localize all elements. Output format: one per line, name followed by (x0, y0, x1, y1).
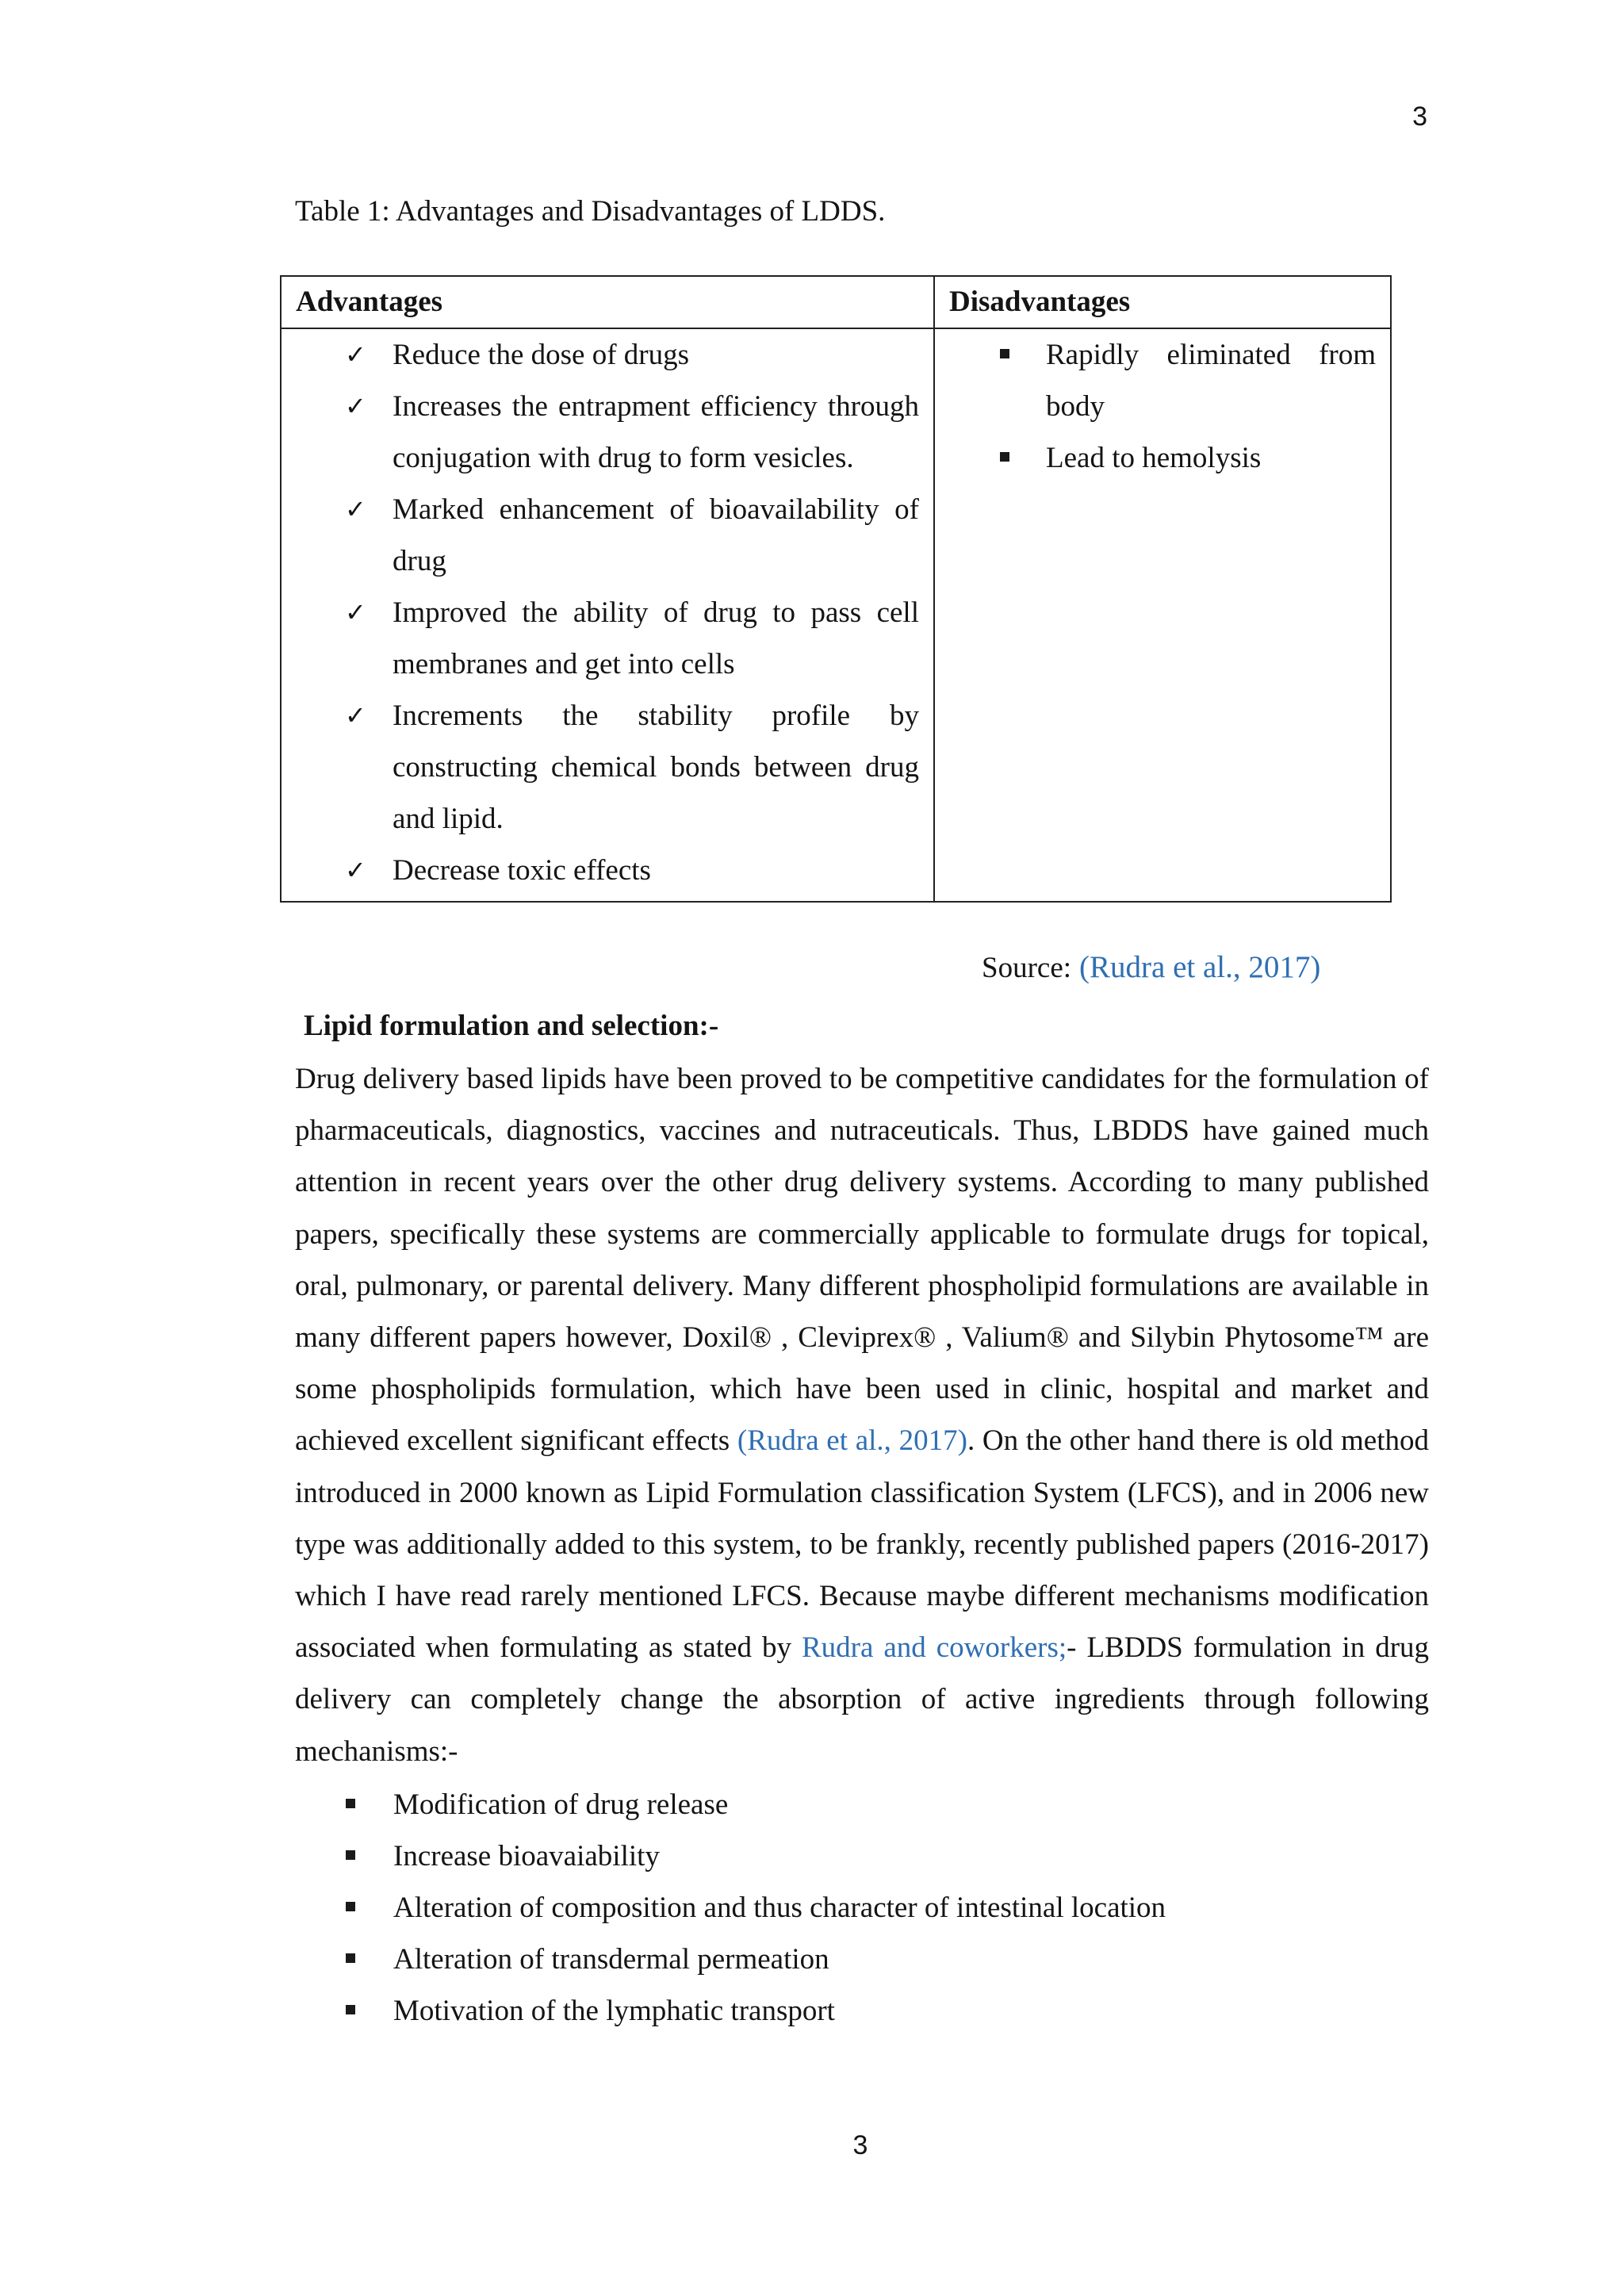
check-icon: ✓ (345, 339, 366, 370)
advantage-item: ✓ Decrease toxic effects (296, 845, 919, 896)
disadvantages-cell (934, 328, 1391, 902)
square-bullet-icon (346, 1850, 355, 1860)
square-bullet-icon (346, 1799, 355, 1808)
advantages-cell (281, 328, 934, 902)
square-bullet-icon (346, 2005, 355, 2014)
list-item: Motivation of the lymphatic transport (295, 1985, 1429, 2037)
table-source (982, 949, 1320, 985)
page-number-top: 3 (1412, 102, 1427, 132)
square-bullet-icon (1000, 349, 1009, 358)
advantages-list (296, 329, 919, 896)
table-caption: Table 1: Advantages and Disadvantages of LDDS. (295, 195, 886, 228)
disadvantages-header: Disadvantages (934, 276, 1391, 328)
list-item: Modification of drug release (295, 1779, 1429, 1830)
table-header-row (281, 276, 1391, 328)
square-bullet-icon (346, 1902, 355, 1911)
check-icon: ✓ (345, 597, 366, 627)
disadvantage-item: Rapidly eliminated from body (949, 329, 1376, 432)
square-bullet-icon (1000, 452, 1009, 462)
table-row (281, 328, 1391, 902)
advantage-item: ✓ Marked enhancement of bioavailability of drug (296, 484, 919, 587)
list-item: Alteration of composition and thus character of intestinal location (295, 1882, 1429, 1934)
source-label: Source: (982, 952, 1072, 984)
check-icon: ✓ (345, 391, 366, 421)
check-icon: ✓ (345, 855, 366, 885)
advantage-item: ✓ Improved the ability of drug to pass cell membranes and get into cells (296, 587, 919, 690)
coworkers-citation-link[interactable]: Rudra and coworkers; (801, 1631, 1067, 1665)
page-number-bottom: 3 (852, 2130, 868, 2160)
disadvantages-list (949, 329, 1376, 484)
mechanisms-list (295, 1779, 1429, 2037)
advantage-item: ✓ Reduce the dose of drugs (296, 329, 919, 381)
advantages-disadvantages-table (280, 275, 1392, 903)
check-icon: ✓ (345, 700, 366, 730)
advantage-item: ✓ Increments the stability profile by constructing chemical bonds between drug and lipid. (296, 690, 919, 845)
body-paragraph: Drug delivery based lipids have been proved to be competitive candidates for the formulation of pharmaceuticals, diagnostics, vaccines and nutraceuticals. Thus, LBDDS have gained much attention in recent years over the other drug delivery systems. According to many published papers, specifically these systems are commercially applicable to formulate drugs for topical, oral, pulmonary, or parental delivery. Many different phospholipid formulations are available in many different papers however, Doxil® , Cleviprex® , Valium® and Silybin Phytosome™ are some phospholipids formulation, which have been used in clinic, hospital and market and achieved excellent significant effects (Rudra et al., 2017). On the other hand there is old method introduced in 2000 known as Lipid Formulation classification System (LFCS), and in 2006 new type was additionally added to this system, to be frankly, recently published papers (2016-2017) which I have read rarely mentioned LFCS. Because maybe different mechanisms modification associated when formulating as stated by Rudra and coworkers;- LBDDS formulation in drug delivery can completely change the absorption of active ingredients through following mechanisms:- (295, 1063, 1430, 1768)
check-icon: ✓ (345, 494, 366, 524)
source-citation-link[interactable]: (Rudra et al., 2017) (1079, 950, 1321, 984)
section-heading: Lipid formulation and selection:- (304, 1010, 719, 1042)
advantages-header: Advantages (281, 276, 934, 328)
disadvantage-item: Lead to hemolysis (949, 432, 1376, 484)
list-item: Alteration of transdermal permeation (295, 1934, 1429, 1985)
square-bullet-icon (346, 1953, 355, 1963)
citation-link[interactable]: (Rudra et al., 2017) (737, 1424, 967, 1458)
advantage-item: ✓ Increases the entrapment efficiency through conjugation with drug to form vesicles. (296, 381, 919, 484)
list-item: Increase bioavaiability (295, 1830, 1429, 1882)
